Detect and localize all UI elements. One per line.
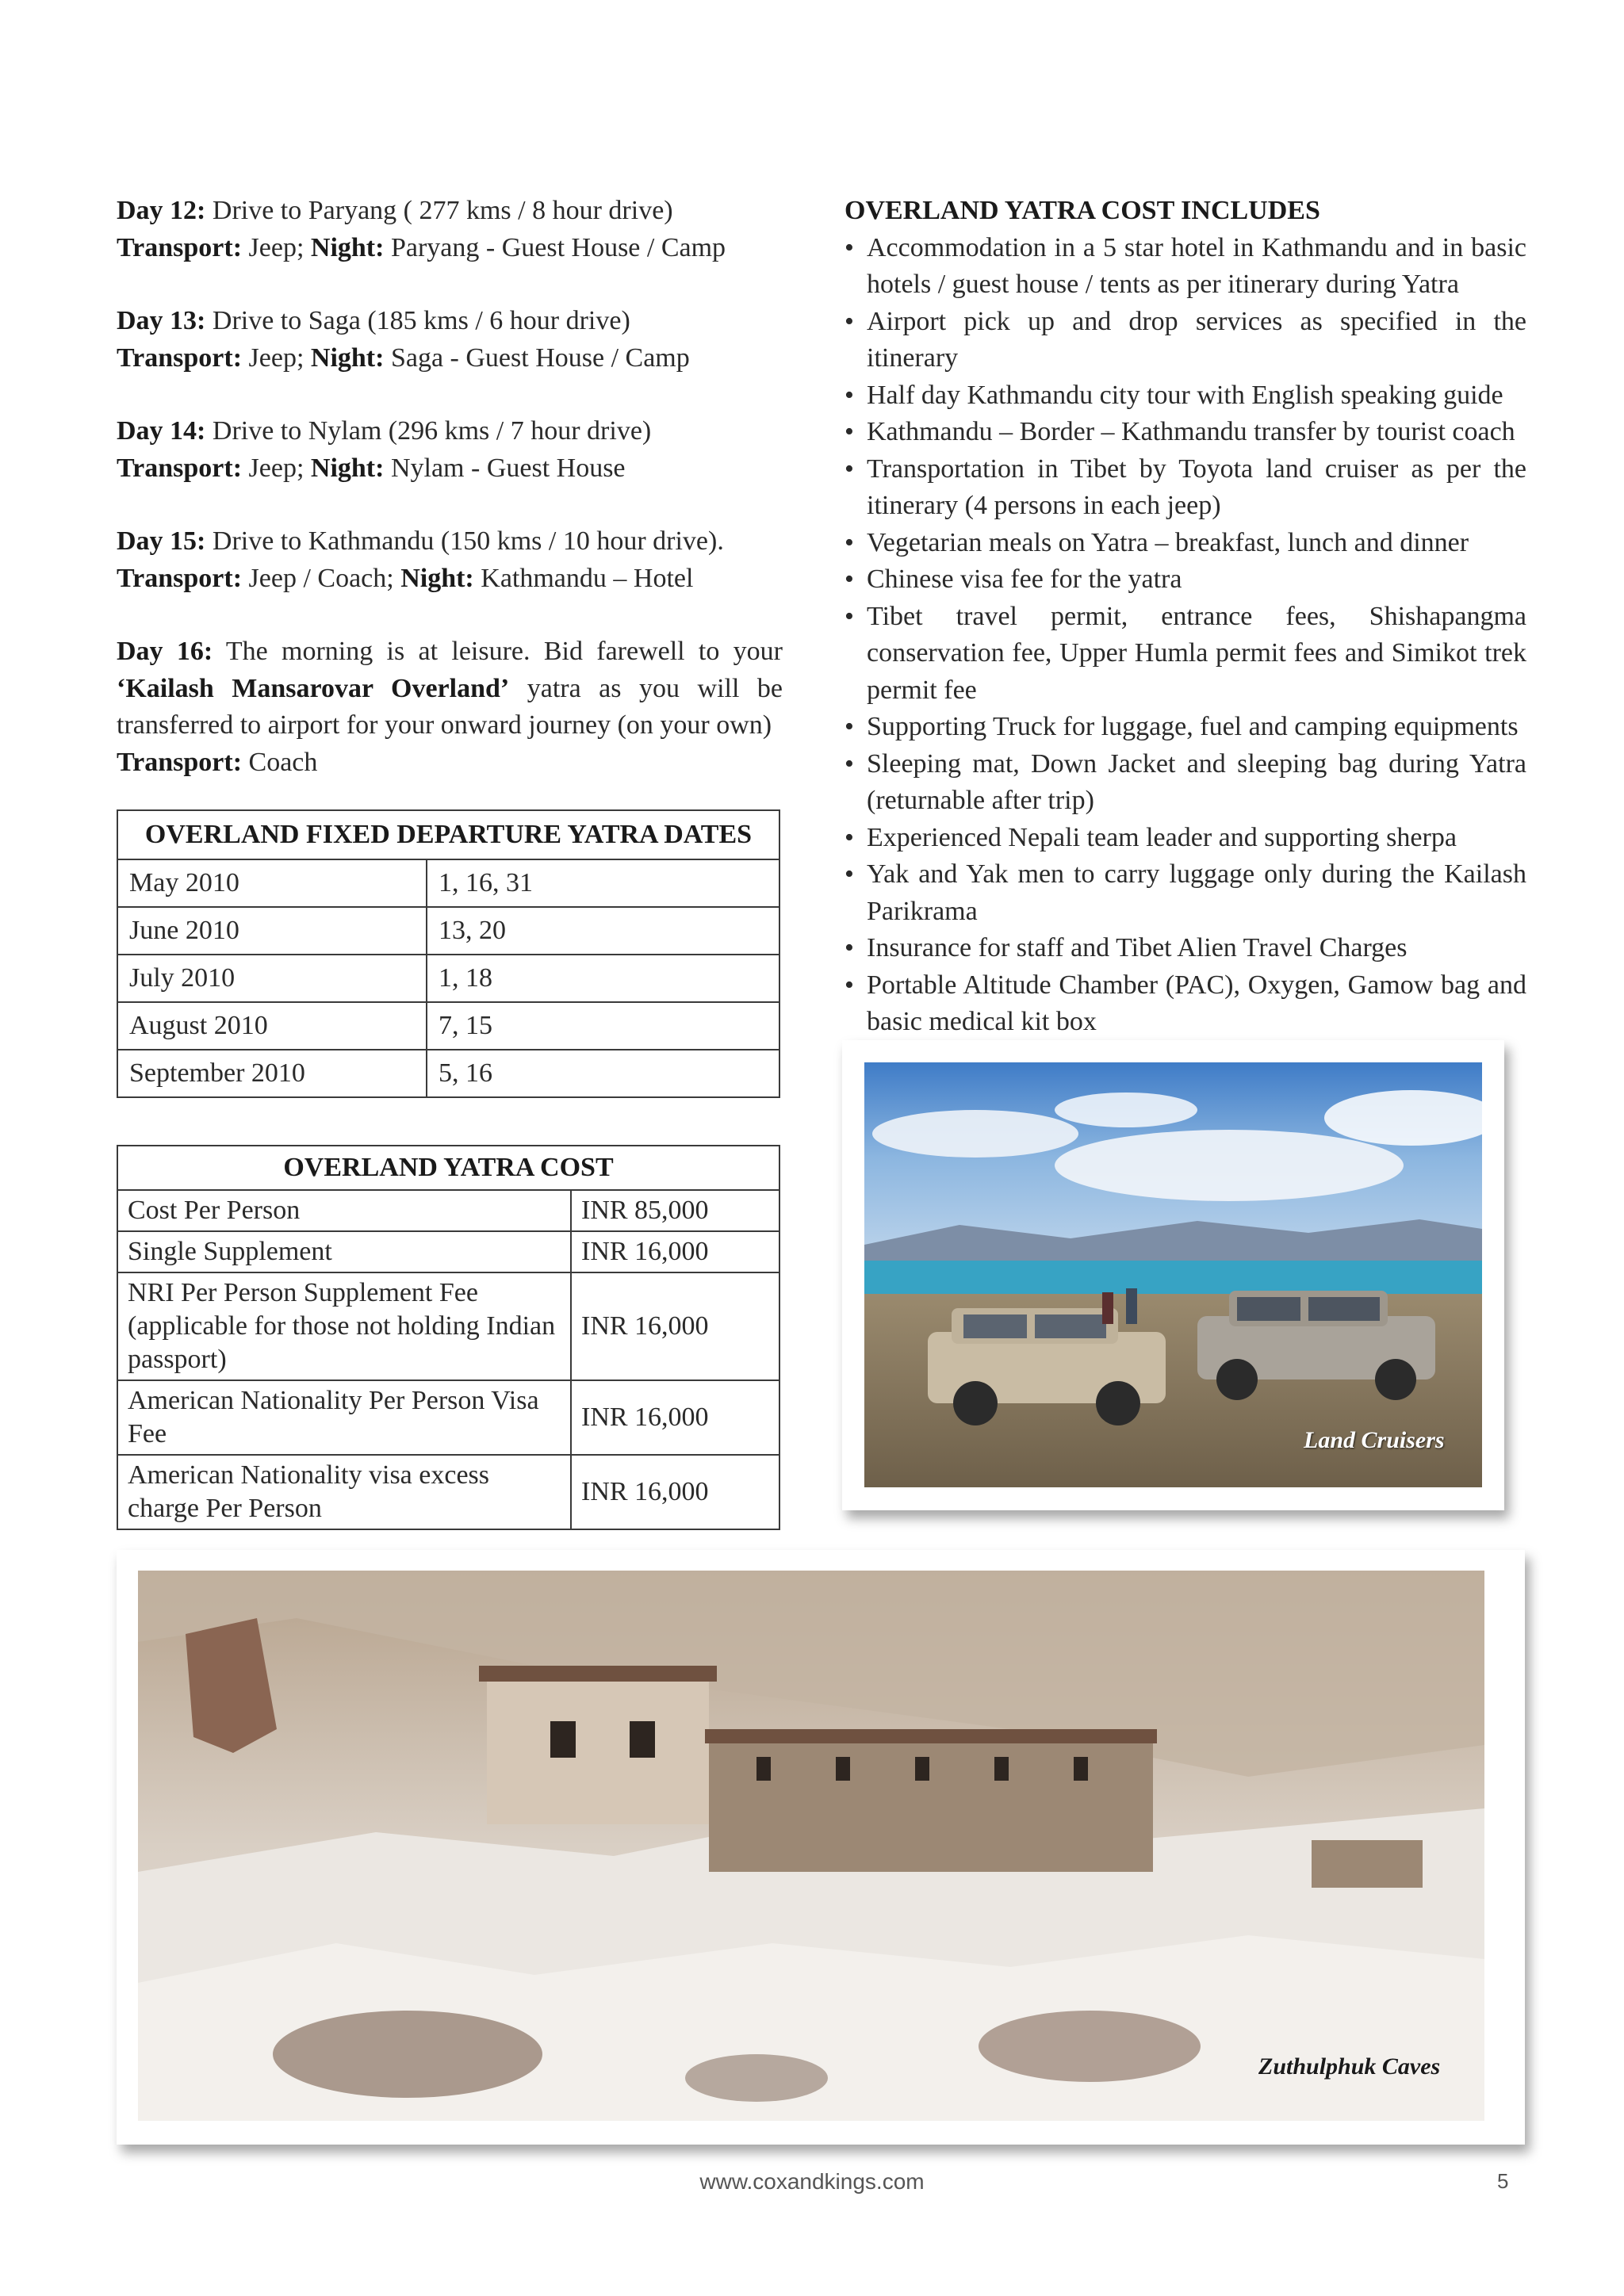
- dates-cell: 1, 18: [427, 955, 779, 1002]
- cost-price-cell: INR 16,000: [571, 1231, 779, 1272]
- list-item: • Transportation in Tibet by Toyota land cruiser as per the itinerary (4 persons in each jeep): [845, 451, 1526, 525]
- cost-price-cell: INR 85,000: [571, 1190, 779, 1231]
- footer-website: www.coxandkings.com: [699, 2169, 925, 2194]
- month-cell: July 2010: [117, 955, 427, 1002]
- day-text: Drive to Saga (185 kms / 6 hour drive): [205, 306, 630, 335]
- month-cell: May 2010: [117, 859, 427, 907]
- day-label: Day 16:: [117, 637, 213, 666]
- yatra-name: ‘Kailash Mansarovar Overland’: [117, 673, 510, 703]
- table-header-row: [117, 1146, 779, 1190]
- transport-value: Jeep;: [242, 453, 311, 483]
- night-label: Night:: [310, 342, 385, 373]
- day-text: Drive to Paryang ( 277 kms / 8 hour drive): [205, 196, 673, 225]
- table-row: [117, 1231, 779, 1272]
- dates-cell: 5, 16: [427, 1050, 779, 1097]
- transport-label: Transport:: [117, 342, 243, 373]
- photo-caption: Zuthulphuk Caves: [1258, 2053, 1441, 2080]
- cost-item-cell: Single Supplement: [117, 1231, 571, 1272]
- list-item: • Insurance for staff and Tibet Alien Travel Charges: [845, 930, 1526, 967]
- list-item: • Yak and Yak men to carry luggage only during the Kailash Parikrama: [845, 856, 1526, 930]
- table-row: [117, 859, 779, 907]
- land-cruisers-photo: [864, 1062, 1482, 1487]
- departure-dates-table: [117, 809, 780, 1098]
- night-value: Kathmandu – Hotel: [473, 563, 694, 593]
- transport-value: Jeep;: [242, 232, 311, 262]
- zuthulphuk-caves-photo: [138, 1571, 1484, 2121]
- table-row: [117, 955, 779, 1002]
- photo-caption: Land Cruisers: [1304, 1427, 1445, 1453]
- list-item: • Vegetarian meals on Yatra – breakfast, lunch and dinner: [845, 525, 1526, 562]
- cost-price-cell: INR 16,000: [571, 1272, 779, 1380]
- itinerary-day-13: [117, 303, 783, 377]
- cost-price-cell: INR 16,000: [571, 1380, 779, 1455]
- table-row: [117, 1002, 779, 1050]
- transport-value: Jeep / Coach;: [242, 563, 401, 593]
- itinerary-column: [117, 193, 783, 781]
- day-text: Drive to Kathmandu (150 kms / 10 hour drive).: [205, 526, 724, 556]
- list-item: • Chinese visa fee for the yatra: [845, 561, 1526, 599]
- cost-item-cell: American Nationality visa excess charge Per Person: [117, 1455, 571, 1529]
- day-text: The morning is at leisure. Bid farewell to your: [213, 637, 783, 666]
- itinerary-day-15: [117, 523, 783, 597]
- table-row: [117, 1380, 779, 1455]
- cost-price-cell: INR 16,000: [571, 1455, 779, 1529]
- dates-cell: 13, 20: [427, 907, 779, 955]
- dates-cell: 7, 15: [427, 1002, 779, 1050]
- list-item: • Tibet travel permit, entrance fees, Shishapangma conservation fee, Upper Humla permit fees and Simikot trek permit fee: [845, 599, 1526, 710]
- month-cell: September 2010: [117, 1050, 427, 1097]
- day-label: Day 12:: [117, 196, 206, 225]
- list-item: • Kathmandu – Border – Kathmandu transfer by tourist coach: [845, 414, 1526, 451]
- night-label: Night:: [310, 453, 385, 483]
- day-label: Day 13:: [117, 306, 206, 335]
- table-header-row: [117, 810, 779, 859]
- night-value: Paryang - Guest House / Camp: [384, 232, 726, 262]
- yatra-cost-title: OVERLAND YATRA COST: [117, 1146, 779, 1190]
- cost-includes-title: OVERLAND YATRA COST INCLUDES: [845, 196, 1320, 225]
- transport-value: Jeep;: [242, 342, 311, 373]
- transport-label: Transport:: [117, 453, 243, 483]
- night-label: Night:: [310, 232, 385, 262]
- cost-item-cell: NRI Per Person Supplement Fee (applicable for those not holding Indian passport): [117, 1272, 571, 1380]
- day-text: Drive to Nylam (296 kms / 7 hour drive): [205, 416, 652, 446]
- table-row: [117, 1050, 779, 1097]
- night-label: Night:: [400, 563, 474, 593]
- list-item: • Airport pick up and drop services as specified in the itinerary: [845, 304, 1526, 377]
- list-item: • Accommodation in a 5 star hotel in Kathmandu and in basic hotels / guest house / tents as per itinerary during Yatra: [845, 230, 1526, 304]
- itinerary-day-12: [117, 193, 783, 266]
- cost-includes-section: [845, 193, 1526, 1077]
- cost-includes-list: [845, 230, 1526, 1078]
- dates-cell: 1, 16, 31: [427, 859, 779, 907]
- transport-label: Transport:: [117, 747, 243, 777]
- day-label: Day 14:: [117, 416, 206, 446]
- night-value: Nylam - Guest House: [384, 453, 626, 483]
- table-row: [117, 1455, 779, 1529]
- transport-value: Coach: [242, 747, 318, 777]
- list-item: • Sleeping mat, Down Jacket and sleeping bag during Yatra (returnable after trip): [845, 746, 1526, 820]
- list-item: • Supporting Truck for luggage, fuel and camping equipments: [845, 709, 1526, 746]
- itinerary-day-16: [117, 633, 783, 781]
- list-item: • Half day Kathmandu city tour with English speaking guide: [845, 377, 1526, 415]
- land-cruisers-photo-frame: [842, 1040, 1504, 1510]
- day-text-continued: yatra as you will be transferred to airport for your onward journey (on your own): [117, 673, 783, 740]
- month-cell: June 2010: [117, 907, 427, 955]
- caves-photo-frame: [117, 1550, 1525, 2145]
- page-number: 5: [1497, 2169, 1509, 2193]
- table-row: [117, 1190, 779, 1231]
- day-label: Day 15:: [117, 526, 206, 556]
- transport-label: Transport:: [117, 232, 243, 262]
- list-item: • Portable Altitude Chamber (PAC), Oxygen, Gamow bag and basic medical kit box: [845, 967, 1526, 1041]
- night-value: Saga - Guest House / Camp: [384, 342, 690, 373]
- table-row: [117, 907, 779, 955]
- cost-item-cell: Cost Per Person: [117, 1190, 571, 1231]
- month-cell: August 2010: [117, 1002, 427, 1050]
- yatra-cost-table: [117, 1145, 780, 1530]
- cost-item-cell: American Nationality Per Person Visa Fee: [117, 1380, 571, 1455]
- transport-label: Transport:: [117, 563, 243, 593]
- departure-dates-title: OVERLAND FIXED DEPARTURE YATRA DATES: [117, 810, 779, 859]
- itinerary-day-14: [117, 413, 783, 487]
- table-row: [117, 1272, 779, 1380]
- list-item: • Experienced Nepali team leader and supporting sherpa: [845, 820, 1526, 857]
